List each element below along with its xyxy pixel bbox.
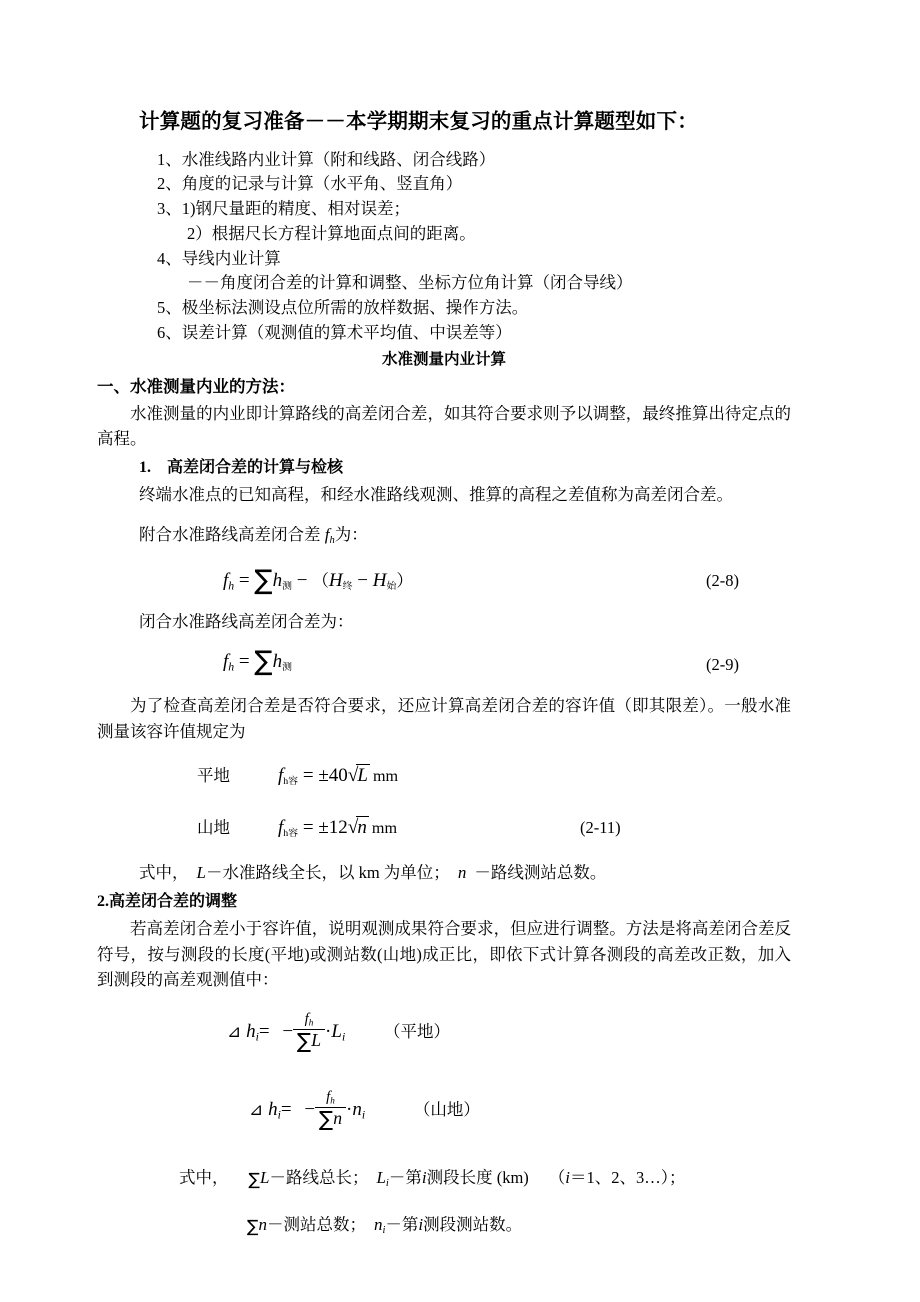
legend2-L: L (259, 1168, 270, 1188)
formula-2-8-sigma: ∑ (254, 565, 273, 597)
legend-line-1 (139, 860, 791, 887)
formula-2-9-lhs: f (223, 650, 229, 672)
flat-lhs-sub: h容 (283, 776, 299, 788)
legend3-ni-i: i (418, 1215, 424, 1235)
formula-mountain-adjust (249, 1091, 791, 1143)
formula-mountain (197, 814, 791, 844)
subsection-1-number: 1. (139, 459, 151, 476)
review-topics-list (157, 148, 791, 346)
formula-2-8-lhs-sub: h (228, 579, 235, 593)
formula-2-9-equals: = (238, 650, 250, 672)
formula-2-8-H-end-sub: 终 (342, 580, 353, 592)
fuhe-lead-tail: 为： (334, 524, 368, 544)
flat-adjust-dot: · (325, 1021, 332, 1043)
formula-2-9 (223, 645, 791, 681)
legend-line-3 (247, 1212, 791, 1239)
legend2-range-open: （ (548, 1168, 566, 1188)
document-content (97, 108, 791, 1240)
formula-2-9-h: h (272, 650, 283, 672)
mountain-adjust-numerator (315, 1089, 346, 1108)
legend3-ni-desc-a: －第 (385, 1215, 419, 1235)
bihe-lead: 闭合水准路线高差闭合差为： (139, 612, 354, 632)
tolerance-paragraph: 为了检查高差闭合差是否符合要求，还应计算高差闭合差的容许值（即其限差）。一般水准测量该容许值规定为 (97, 695, 791, 741)
flat-label: 平地 (197, 766, 230, 786)
flat-adjust-minus: − (282, 1021, 294, 1043)
mountain-adjust-delta: ⊿ (249, 1100, 264, 1120)
mountain-plusminus: ± (318, 817, 329, 839)
fuhe-lead (139, 522, 791, 549)
center-heading: 水准测量内业计算 (381, 350, 506, 368)
legend3-n: n (258, 1215, 267, 1235)
legend-L-desc: －水准路线全长，以 km 为单位； (205, 863, 450, 883)
mountain-lhs-f: f (278, 817, 284, 839)
formula-2-8-minus2: − (357, 570, 368, 592)
mountain-adjust-num-f: f (326, 1089, 331, 1106)
formula-2-9-lhs-sub: h (228, 660, 235, 674)
legend-n-desc: －路线测站总数。 (474, 863, 607, 883)
flat-adjust-label: （平地） (383, 1022, 450, 1042)
formula-2-11-number: (2-11) (580, 818, 621, 838)
legend2-sigma: ∑ (248, 1170, 260, 1191)
flat-equals: = (302, 765, 314, 787)
adjustment-paragraph: 若高差闭合差小于容许值，说明观测成果符合要求，但应进行调整。方法是将高差闭合差反符号，按与测段的长度(平地)或测站数(山地)成正比，即依下式计算各测段的高差改正数，加入到测段的高差观测值中： (97, 918, 791, 990)
list-item: 5、极坐标法测设点位所需的放样数据、操作方法。 (157, 298, 529, 318)
flat-radicand: L (357, 765, 368, 787)
legend-line-2 (179, 1165, 791, 1192)
flat-lhs-f: f (278, 765, 284, 787)
legend2-Li-desc-a: －第 (388, 1168, 422, 1188)
legend-prefix: 式中， (139, 863, 189, 883)
legend3-ni-desc-b: 测段测站数。 (423, 1215, 523, 1235)
flat-adjust-num-sub: h (308, 1017, 314, 1028)
legend3-sigma: ∑ (247, 1217, 259, 1238)
flat-adjust-den-var: L (311, 1030, 322, 1051)
mountain-unit: mm (371, 820, 398, 838)
legend2-prefix: 式中， (179, 1168, 229, 1188)
subsection-2-heading: 2.高差闭合差的调整 (97, 892, 238, 910)
legend2-Li-desc-b: 测段长度 (km) (426, 1168, 529, 1188)
formula-2-8-h: h (272, 570, 283, 592)
legend2-Li-i: i (421, 1168, 427, 1188)
flat-coefficient: 40 (328, 765, 348, 787)
formula-2-8-H-start-sub: 始 (386, 580, 397, 592)
mountain-lhs-sub: h容 (283, 828, 299, 840)
list-item: 1、水准线路内业计算（附和线路、闭合线路） (157, 149, 496, 169)
list-item: －－角度闭合差的计算和调整、坐标方位角计算（闭合导线） (187, 273, 633, 293)
mountain-adjust-mult-var: n (352, 1099, 362, 1121)
fuhe-symbol-f: f (324, 524, 330, 544)
mountain-adjust-num-sub: h (330, 1095, 335, 1106)
legend2-L-desc: －路线总长； (269, 1168, 369, 1188)
mountain-adjust-den-sigma: ∑ (319, 1107, 334, 1132)
flat-adjust-h-sub: i (255, 1030, 259, 1044)
flat-adjust-fraction (293, 1011, 325, 1054)
flat-adjust-mult-sub: i (341, 1030, 346, 1044)
mountain-equals: = (302, 817, 314, 839)
formula-flat-adjust (227, 1013, 791, 1065)
formula-2-8-H-start: H (372, 570, 387, 592)
mountain-adjust-equals: = (280, 1099, 292, 1121)
list-item: 2、角度的记录与计算（水平角、竖直角） (157, 174, 463, 194)
fuhe-lead-text: 附合水准路线高差闭合差 (139, 524, 321, 544)
mountain-adjust-den-var: n (333, 1108, 343, 1129)
legend3-n-desc: －测站总数； (266, 1215, 366, 1235)
flat-adjust-num-f: f (304, 1011, 309, 1028)
mountain-coefficient: 12 (328, 817, 348, 839)
formula-2-8 (223, 567, 791, 597)
formula-2-8-number: (2-8) (706, 571, 739, 591)
formula-2-8-minus: − (296, 570, 308, 592)
list-item: 4、导线内业计算 (157, 248, 281, 268)
mountain-radicand: n (357, 817, 367, 839)
section-heading: 一、水准测量内业的方法： (97, 376, 295, 396)
formula-2-8-paren-close: ） (396, 571, 414, 591)
legend-L: L (196, 863, 206, 883)
definition-paragraph: 终端水准点的已知高程，和经水准路线观测、推算的高程之差值称为高差闭合差。 (139, 485, 733, 504)
flat-adjust-denominator (293, 1029, 325, 1054)
mountain-adjust-h-sub: i (277, 1108, 281, 1122)
mountain-adjust-dot: · (346, 1099, 353, 1121)
mountain-adjust-denominator (315, 1107, 346, 1132)
formula-2-8-equals: = (238, 570, 250, 592)
fuhe-symbol-sub: h (329, 534, 335, 546)
flat-plusminus: ± (318, 765, 329, 787)
flat-adjust-delta: ⊿ (227, 1022, 242, 1042)
mountain-label: 山地 (197, 818, 230, 838)
list-item: 3、1)钢尺量距的精度、相对误差； (157, 199, 410, 219)
legend2-range-values: ＝1、2、3… (570, 1168, 661, 1188)
formula-2-9-number: (2-9) (706, 654, 739, 674)
mountain-adjust-label: （山地） (413, 1100, 480, 1120)
subsection-1-heading (139, 456, 791, 480)
legend2-range-close: ）； (660, 1168, 686, 1188)
legend2-Li: L (376, 1168, 386, 1188)
subsection-1-title: 高差闭合差的计算与检核 (167, 459, 344, 476)
legend2-Li-sub: i (385, 1177, 389, 1189)
flat-unit: mm (372, 768, 399, 786)
legend3-ni-sub: i (382, 1225, 386, 1237)
mountain-radical-icon: √ (347, 817, 359, 839)
formula-2-8-H-end: H (328, 570, 343, 592)
flat-adjust-numerator (293, 1011, 325, 1030)
flat-adjust-den-sigma: ∑ (297, 1029, 312, 1054)
formula-2-8-paren-open: （ (312, 571, 329, 591)
formula-2-8-h-sub: 测 (282, 580, 292, 592)
list-item: 2）根据尺长方程计算地面点间的距离。 (187, 223, 476, 243)
mountain-adjust-h: h (268, 1099, 278, 1121)
legend-n: n (457, 863, 467, 883)
flat-adjust-mult-var: L (331, 1021, 342, 1043)
legend2-range-i: i (565, 1168, 571, 1188)
flat-adjust-h: h (246, 1021, 256, 1043)
document-title: 计算题的复习准备－－本学期期末复习的重点计算题型如下： (139, 111, 698, 133)
mountain-adjust-mult-sub: i (361, 1108, 366, 1122)
formula-2-9-sigma: ∑ (254, 645, 273, 677)
flat-adjust-equals: = (258, 1021, 270, 1043)
intro-paragraph: 水准测量的内业即计算路线的高差闭合差，如其符合要求则予以调整，最终推算出待定点的高程。 (97, 403, 791, 449)
mountain-adjust-fraction (315, 1089, 346, 1132)
list-item: 6、误差计算（观测值的算术平均值、中误差等） (157, 322, 512, 342)
formula-flat (197, 762, 791, 792)
flat-radical-icon: √ (347, 765, 359, 787)
formula-2-9-h-sub: 测 (282, 661, 292, 673)
formula-2-8-lhs: f (223, 570, 229, 592)
mountain-adjust-minus: − (304, 1099, 316, 1121)
legend3-ni: n (373, 1215, 383, 1235)
